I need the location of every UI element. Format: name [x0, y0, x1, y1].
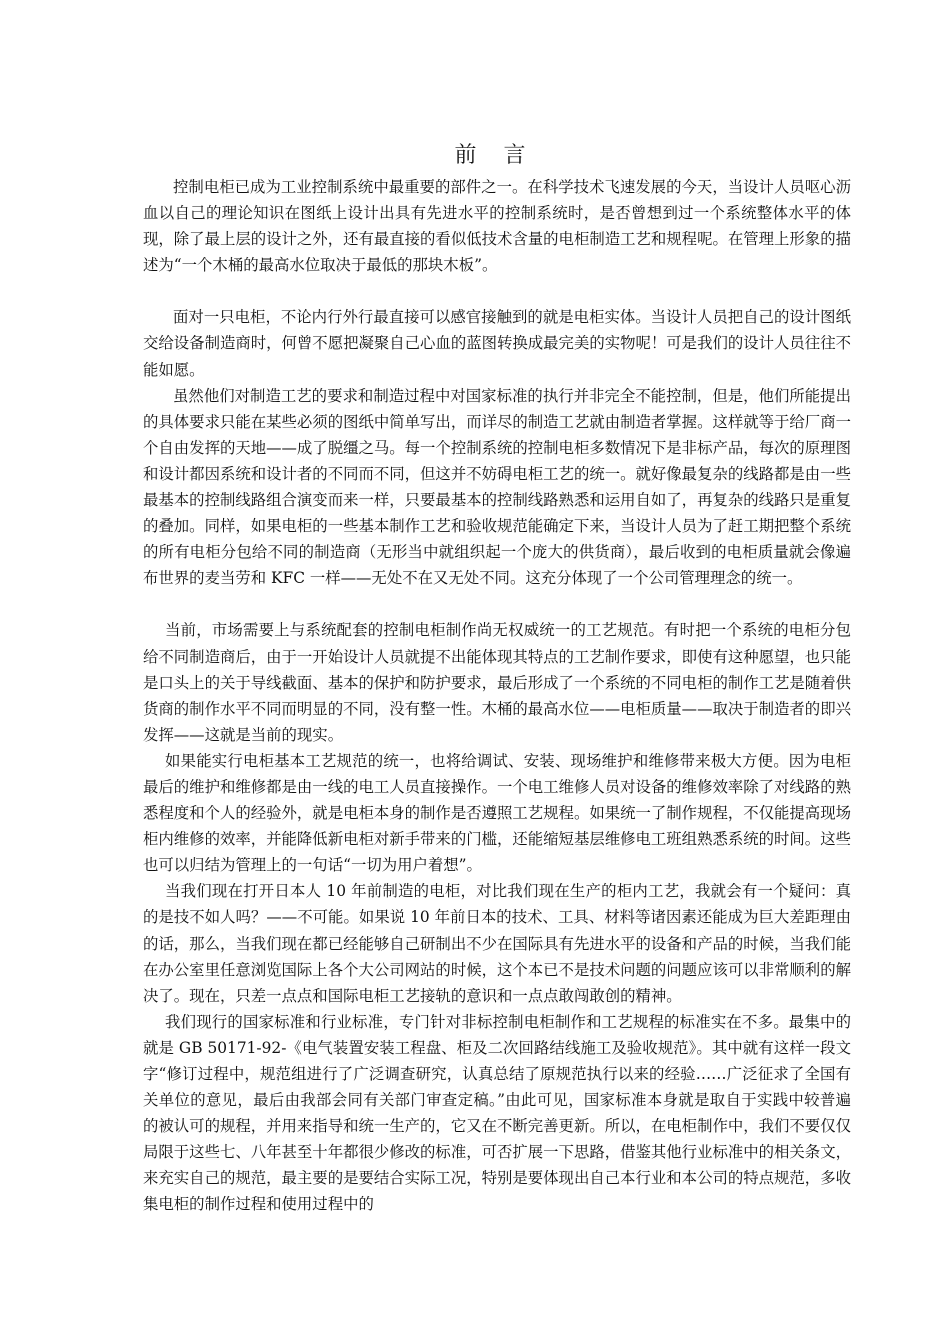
paragraph-5: 如果能实行电柜基本工艺规范的统一，也将给调试、安装、现场维护和维修带来极大方便。因为电柜最后的维护和维修都是由一线的电工人员直接操作。一个电工维修人员对设备的维修效率除了对线路的熟悉程度和个人的经验外，就是电柜本身的制作是否遵照工艺规程。如果统一了制作规程，不仅能提高现场柜内维修的效率，并能降低新电柜对新手带来的门槛，还能缩短基层维修电工班组熟悉系统的时间。这些也可以归结为管理上的一句话“一切为用户着想”。	[143, 751, 851, 875]
document-body	[143, 174, 851, 1218]
paragraph-spacer	[143, 591, 851, 617]
paragraph-7: 我们现行的国家标准和行业标准，专门针对非标控制电柜制作和工艺规程的标准实在不多。最集中的就是 GB 50171-92-《电气装置安装工程盘、柜及二次回路结线施工及验收规范》。其中就有这样一段文字“修订过程中，规范组进行了广泛调查研究，认真总结了原规范执行以来的经验……广泛征求了全国有关单位的意见，最后由我部会同有关部门审查定稿。”由此可见，国家标准本身就是取自于实践中较普遍的被认可的规程，并用来指导和统一生产的，它又在不断完善更新。所以，在电柜制作中，我们不要仅仅局限于这些七、八年甚至十年都很少修改的标准，可否扩展一下思路，借鉴其他行业标准中的相关条文，来充实自己的规范，最主要的是要结合实际工况，特别是要体现出自己本行业和本公司的特点规范，多收集电柜的制作过程和使用过程中的	[143, 1012, 851, 1214]
paragraph-3: 虽然他们对制造工艺的要求和制造过程中对国家标准的执行并非完全不能控制，但是，他们所能提出的具体要求只能在某些必须的图纸中简单写出，而详尽的制造工艺就由制造者掌握。这样就等于给厂商一个自由发挥的天地——成了脱缰之马。每一个控制系统的控制电柜多数情况下是非标产品，每次的原理图和设计都因系统和设计者的不同而不同，但这并不妨碍电柜工艺的统一。就好像最复杂的线路都是由一些最基本的控制线路组合演变而来一样，只要最基本的控制线路熟悉和运用自如了，再复杂的线路只是重复的叠加。同样，如果电柜的一些基本制作工艺和验收规范能确定下来，当设计人员为了赶工期把整个系统的所有电柜分包给不同的制造商（无形当中就组织起一个庞大的供货商），最后收到的电柜质量就会像遍布世界的麦当劳和 KFC 一样——无处不在又无处不同。这充分体现了一个公司管理理念的统一。	[143, 386, 851, 588]
paragraph-spacer	[143, 278, 851, 304]
paragraph-4: 当前，市场需要上与系统配套的控制电柜制作尚无权威统一的工艺规范。有时把一个系统的电柜分包给不同制造商后，由于一开始设计人员就提不出能体现其特点的工艺制作要求，即使有这种愿望，也只能是口头上的关于导线截面、基本的保护和防护要求，最后形成了一个系统的不同电柜的制作工艺是随着供货商的制作水平不同而明显的不同，没有整一性。木桶的最高水位——电柜质量——取决于制造者的即兴发挥——这就是当前的现实。	[143, 621, 851, 744]
paragraph-1: 控制电柜已成为工业控制系统中最重要的部件之一。在科学技术飞速发展的今天，当设计人员呕心沥血以自己的理论知识在图纸上设计出具有先进水平的控制系统时，是否曾想到过一个系统整体水平的体现，除了最上层的设计之外，还有最直接的看似低技术含量的电柜制造工艺和规程呢。在管理上形象的描述为“一个木桶的最高水位取决于最低的那块木板”。	[143, 178, 851, 275]
paragraph-2: 面对一只电柜，不论内行外行最直接可以感官接触到的就是电柜实体。当设计人员把自己的设计图纸交给设备制造商时，何曾不愿把凝聚自己心血的蓝图转换成最完美的实物呢！可是我们的设计人员往往不能如愿。	[143, 308, 851, 379]
paragraph-6: 当我们现在打开日本人 10 年前制造的电柜，对比我们现在生产的柜内工艺，我就会有一个疑问：真的是技不如人吗？——不可能。如果说 10 年前日本的技术、工具、材料等诸因素还能成为巨大差距理由的话，那么，当我们现在都已经能够自己研制出不少在国际具有先进水平的设备和产品的时候，当我们能在办公室里任意浏览国际上各个大公司网站的时候，这个本已不是技术问题的问题应该可以非常顺利的解决了。现在，只差一点点和国际电柜工艺接轨的意识和一点点敢闯敢创的精神。	[143, 882, 851, 1005]
page-title: 前 言	[454, 143, 536, 168]
